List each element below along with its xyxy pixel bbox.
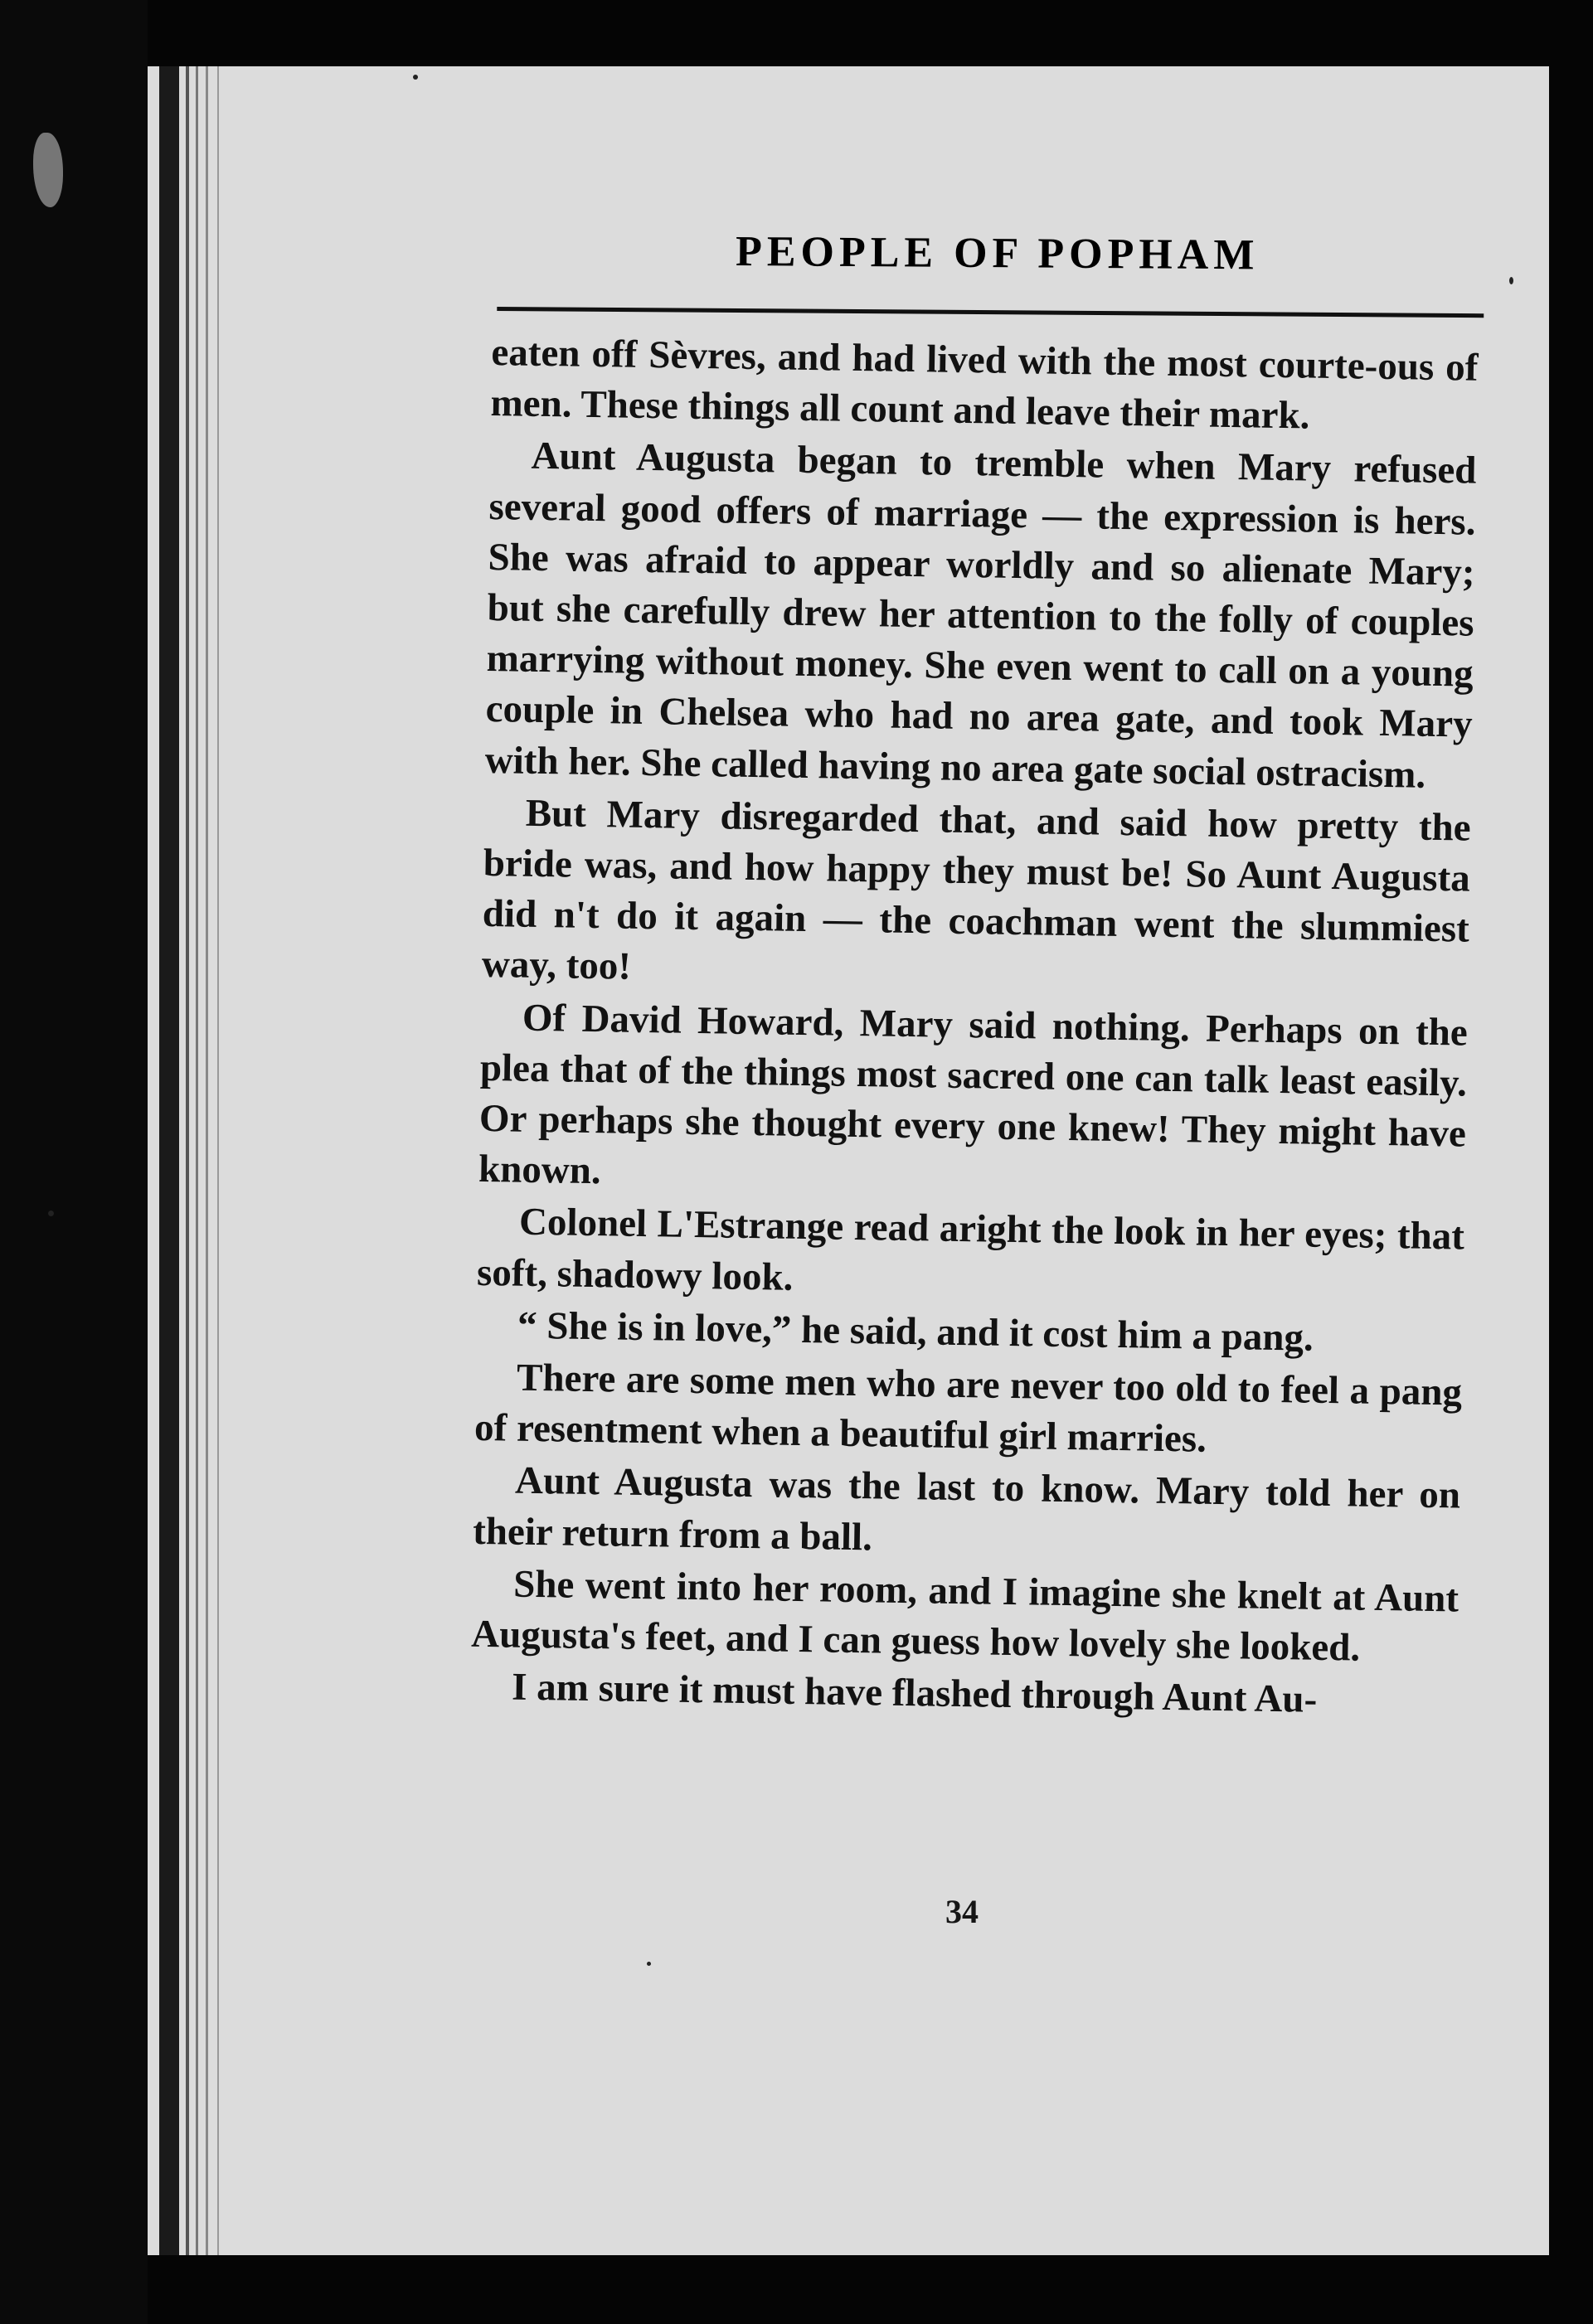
paragraph: Of David Howard, Mary said nothing. Perhaps on the plea that of the things most sacred one can talk least easily. Or perhaps she thought every one knew! They might have known. xyxy=(478,996,1469,1193)
running-head: PEOPLE OF POPHAM xyxy=(735,227,1260,279)
spine-edge-line xyxy=(186,66,189,2255)
scan-dust xyxy=(413,75,418,80)
page-number: 34 xyxy=(945,1893,979,1930)
paragraph: But Mary disregarded that, and said how pretty the bride was, and how happy they must be! So Aunt Augusta did n't do it again — the coachman went the slummiest way, too! xyxy=(481,791,1472,989)
paragraph: “ She is in love,” he said, and it cost him a pang. xyxy=(517,1303,1314,1360)
paragraph: There are some men who are never too old to feel a pang of resentment when a beautiful girl marries. xyxy=(474,1356,1463,1461)
paragraph: I am sure it must have flashed through Aunt Au- xyxy=(511,1665,1318,1722)
spine-edge-line xyxy=(196,66,198,2255)
spine-edge-line xyxy=(217,66,219,2255)
book-spine xyxy=(148,66,239,2255)
scan-dust xyxy=(1509,277,1513,284)
scan-dust xyxy=(647,1962,651,1966)
paragraph: Colonel L'Estrange read aright the look in her eyes; that soft, shadowy look. xyxy=(476,1201,1465,1299)
paragraph: Aunt Augusta was the last to know. Mary told her on their return from a ball. xyxy=(472,1459,1461,1560)
body-text xyxy=(470,327,1479,1728)
scan-border-left xyxy=(0,0,148,2324)
paragraph: Aunt Augusta began to tremble when Mary refused several good offers of marriage — the expression is hers. She was afraid to appear worldly and so alienate Mary; but she carefully drew her attention to the folly of couples marrying without money. She even went to call on a young couple in Chelsea who had no area gate, and took Mary with her. She called having no area gate social ostracism. xyxy=(484,434,1477,797)
paragraph: eaten off Sèvres, and had lived with the most courte-ous of men. These things all count and leave their mark. xyxy=(490,330,1479,438)
page-header xyxy=(503,224,1491,318)
spine-edge-line xyxy=(206,66,208,2255)
spine-shadow xyxy=(159,66,179,2255)
paragraph: She went into her room, and I imagine she knelt at Aunt Augusta's feet, and I can guess how lovely she looked. xyxy=(470,1562,1459,1670)
scan-dust xyxy=(48,1211,54,1216)
